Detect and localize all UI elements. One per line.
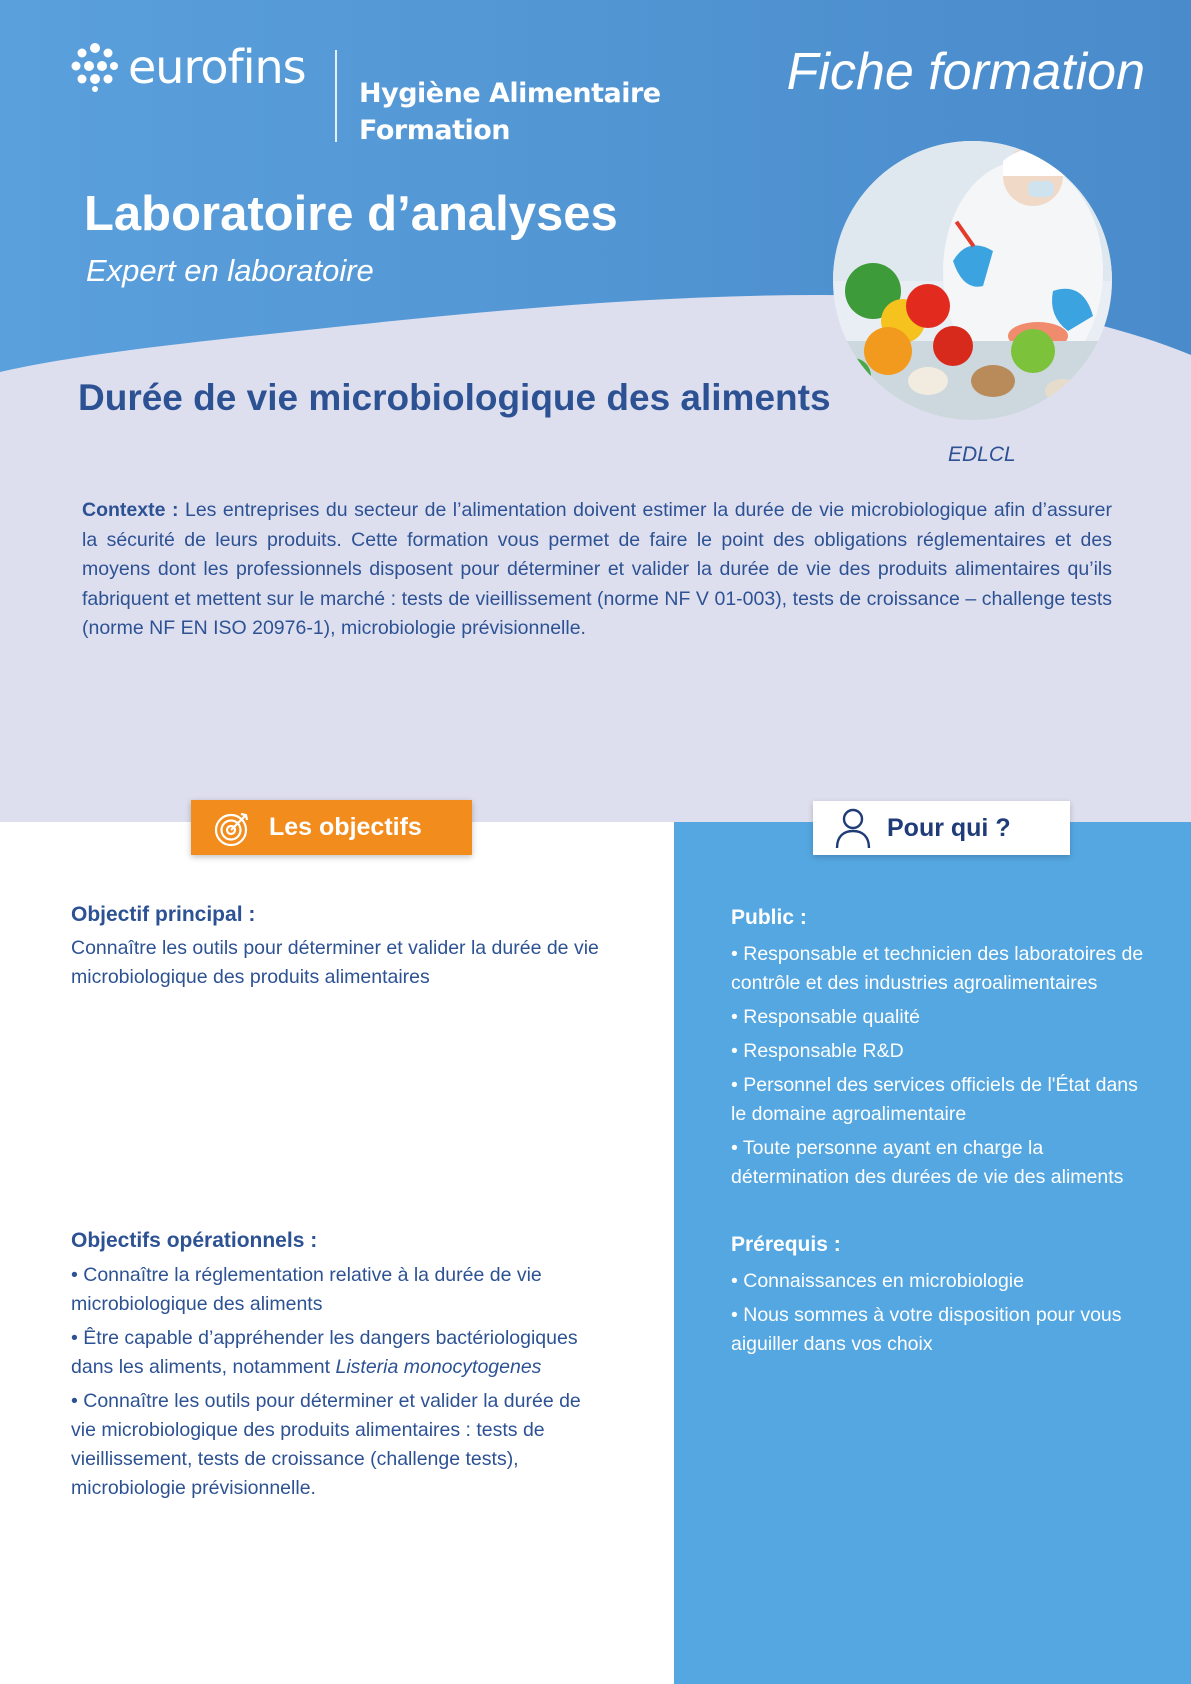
course-title: Durée de vie microbiologique des aliments: [78, 377, 831, 418]
lab-photo: [833, 141, 1112, 420]
public-list: [731, 940, 1151, 1197]
audience-badge: [813, 801, 1070, 855]
logo-divider: [335, 50, 337, 142]
list-item: • Connaissances en microbiologie: [731, 1270, 1024, 1292]
audience-badge-label: Pour qui ?: [887, 813, 1011, 842]
course-code: EDLCL: [948, 443, 1016, 466]
target-icon: [213, 808, 253, 848]
list-item: [71, 1324, 591, 1382]
eurofins-logo: [70, 40, 306, 94]
objectives-badge: [191, 800, 472, 855]
prerequisites-list: [731, 1267, 1151, 1364]
list-item-italic: Listeria monocytogenes: [335, 1356, 542, 1378]
main-objective-heading: Objectif principal :: [71, 903, 256, 926]
list-item: • Responsable qualité: [731, 1006, 920, 1028]
doc-type: Fiche formation: [786, 43, 1145, 101]
list-item-text: • Être capable d’appréhender les dangers bactériologiques dans les aliments, notamment: [71, 1327, 578, 1378]
eurofins-logo-icon: [70, 42, 120, 92]
list-item: • Connaître la réglementation relative à la durée de vie microbiologique des aliments: [71, 1264, 542, 1315]
brand-line-1: Hygiène Alimentaire: [359, 78, 661, 109]
operational-objectives-heading: Objectifs opérationnels :: [71, 1229, 318, 1252]
list-item: • Personnel des services officiels de l'État dans le domaine agroalimentaire: [731, 1074, 1138, 1125]
context-label: Contexte :: [82, 499, 179, 521]
list-item: • Connaître les outils pour déterminer et valider la durée de vie microbiologique des produits alimentaires : tests de vieillissement, tests de croissance (challenge tests), microbiologie prévisionnelle.: [71, 1390, 581, 1499]
context-text: Les entreprises du secteur de l’alimentation doivent estimer la durée de vie microbiologique afin d’assurer la sécurité de leurs produits. Cette formation vous permet de faire le point des obligations réglementaires et des moyens dont les professionnels disposent pour déterminer et valider la durée de vie des produits alimentaires qu’ils fabriquent et mettent sur le marché : tests de vieillissement (norme NF V 01-003), tests de croissance – challenge tests (norme NF EN ISO 20976-1), microbiologie prévisionnelle.: [82, 499, 1113, 639]
prerequisites-heading: Prérequis :: [731, 1233, 847, 1257]
list-item: • Toute personne ayant en charge la détermination des durées de vie des aliments: [731, 1137, 1124, 1188]
person-icon: [833, 807, 873, 849]
list-item: • Responsable R&D: [731, 1040, 904, 1062]
operational-objectives-list: [71, 1261, 591, 1525]
page-title: Laboratoire d’analyses: [84, 187, 618, 241]
page-subtitle: Expert en laboratoire: [86, 253, 374, 288]
list-item: • Responsable et technicien des laboratoires de contrôle et des industries agroalimentaires: [731, 943, 1144, 994]
main-objective-text: Connaître les outils pour déterminer et valider la durée de vie microbiologique des produits alimentaires: [71, 937, 599, 988]
objectives-badge-label: Les objectifs: [269, 813, 422, 841]
context-paragraph: [82, 496, 1112, 644]
brand-line-2: Formation: [359, 115, 511, 146]
logo-text: eurofins: [128, 40, 306, 94]
public-heading: Public :: [731, 906, 807, 929]
list-item: • Nous sommes à votre disposition pour vous aiguiller dans vos choix: [731, 1304, 1122, 1355]
